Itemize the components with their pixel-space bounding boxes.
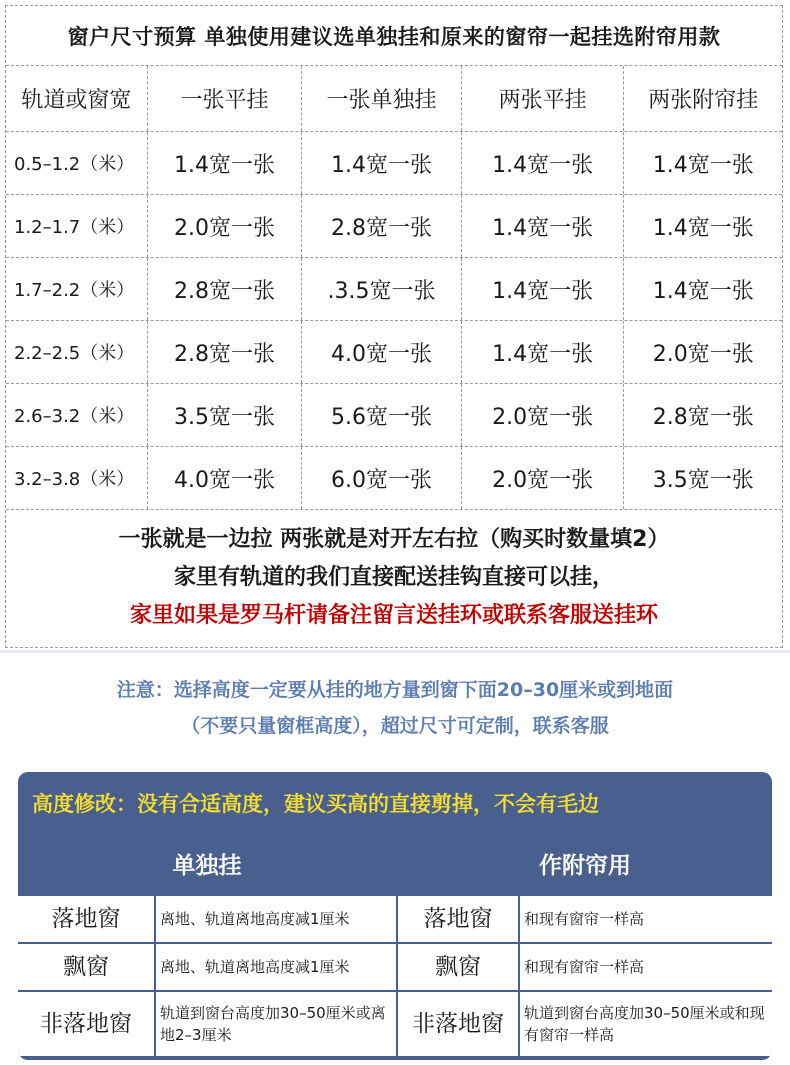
table-row: [6, 384, 782, 447]
table-row: [6, 321, 782, 384]
table-row: [6, 258, 782, 321]
table-cell: 6.0宽一张: [302, 447, 462, 509]
size-table: [5, 5, 783, 648]
divider: [0, 650, 790, 653]
notice-line: （不要只量窗框高度），超过尺寸可定制，联系客服: [181, 715, 609, 737]
table-cell: 3.5宽一张: [148, 384, 303, 446]
table-header-row: [6, 66, 782, 132]
table-cell: 1.4宽一张: [462, 321, 625, 383]
range-cell: 1.2–1.7（米）: [6, 195, 148, 257]
table-cell: 2.0宽一张: [462, 447, 625, 509]
table-cell: 2.0宽一张: [652, 341, 754, 367]
row-text: 和现有窗帘一样高: [520, 896, 772, 942]
header-single: 单独挂: [18, 834, 396, 892]
range-cell: 2.6–3.2（米）: [6, 384, 148, 446]
table-cell: 2.0宽一张: [148, 195, 303, 257]
table-cell: 2.8宽一张: [302, 195, 462, 257]
table-cell: 1.4宽一张: [652, 215, 754, 241]
table-cell: 2.8宽一张: [148, 321, 303, 383]
table-cell: .3.5宽一张: [302, 258, 462, 320]
range-cell: 2.2–2.5（米）: [6, 321, 148, 383]
height-panel: [18, 772, 772, 1060]
row-text: 离地、轨道离地高度减1厘米: [156, 896, 396, 942]
header-one-single: 一张单独挂: [302, 66, 462, 131]
header-attached: 作附帘用: [398, 834, 772, 892]
row-text: 轨道到窗台高度加30–50厘米或和现有窗帘一样高: [520, 992, 772, 1056]
row-label: 非落地窗: [398, 992, 518, 1056]
warning-note: 家里如果是罗马杆请备注留言送挂环或联系客服送挂环: [129, 602, 658, 628]
note-line: 家里有轨道的我们直接配送挂钩直接可以挂，: [173, 564, 614, 590]
table-grid: [6, 66, 782, 510]
range-cell: 0.5–1.2（米）: [6, 132, 148, 194]
notice-line: 注意：选择高度一定要从挂的地方量到窗下面20–30厘米或到地面: [116, 679, 674, 701]
row-label: 落地窗: [18, 896, 154, 942]
table-cell: 1.4宽一张: [302, 132, 462, 194]
table-cell: 4.0宽一张: [148, 447, 303, 509]
table-row: [6, 447, 782, 510]
row-label: 落地窗: [398, 896, 518, 942]
row-text: 轨道到窗台高度加30–50厘米或离地2–3厘米: [156, 992, 396, 1056]
row-label: 飘窗: [18, 944, 154, 990]
header-width: 轨道或窗宽: [6, 66, 148, 131]
height-panel-title: 高度修改：没有合适高度，建议买高的直接剪掉，不会有毛边: [32, 792, 599, 816]
table-cell: 1.4宽一张: [462, 195, 625, 257]
table-row: [6, 195, 782, 258]
table-cell: 1.4宽一张: [462, 132, 625, 194]
table-row: [6, 132, 782, 195]
height-grid: [18, 834, 772, 1060]
range-cell: 1.7–2.2（米）: [6, 258, 148, 320]
row-label: 飘窗: [398, 944, 518, 990]
measure-notice: [0, 672, 790, 744]
row-text: 离地、轨道离地高度减1厘米: [156, 944, 396, 990]
row-label: 非落地窗: [18, 992, 154, 1056]
table-cell: 1.4宽一张: [462, 258, 625, 320]
note-line: 一张就是一边拉 两张就是对开左右拉（购买时数量填2）: [118, 526, 670, 552]
header-two-attached: 两张附帘挂: [648, 88, 759, 113]
header-two-flat: 两张平挂: [462, 66, 625, 131]
table-notes: [6, 506, 782, 649]
row-text: 和现有窗帘一样高: [520, 944, 772, 990]
table-cell: 1.4宽一张: [652, 152, 754, 178]
table-cell: 5.6宽一张: [302, 384, 462, 446]
table-title: 窗户尺寸预算 单独使用建议选单独挂和原来的窗帘一起挂选附帘用款: [6, 6, 782, 66]
table-cell: 1.4宽一张: [652, 278, 754, 304]
range-cell: 3.2–3.8（米）: [6, 447, 148, 509]
table-cell: 2.8宽一张: [652, 404, 754, 430]
table-cell: 4.0宽一张: [302, 321, 462, 383]
table-cell: 1.4宽一张: [148, 132, 303, 194]
table-cell: 3.5宽一张: [652, 467, 754, 493]
table-cell: 2.0宽一张: [462, 384, 625, 446]
header-one-flat: 一张平挂: [148, 66, 303, 131]
table-cell: 2.8宽一张: [148, 258, 303, 320]
